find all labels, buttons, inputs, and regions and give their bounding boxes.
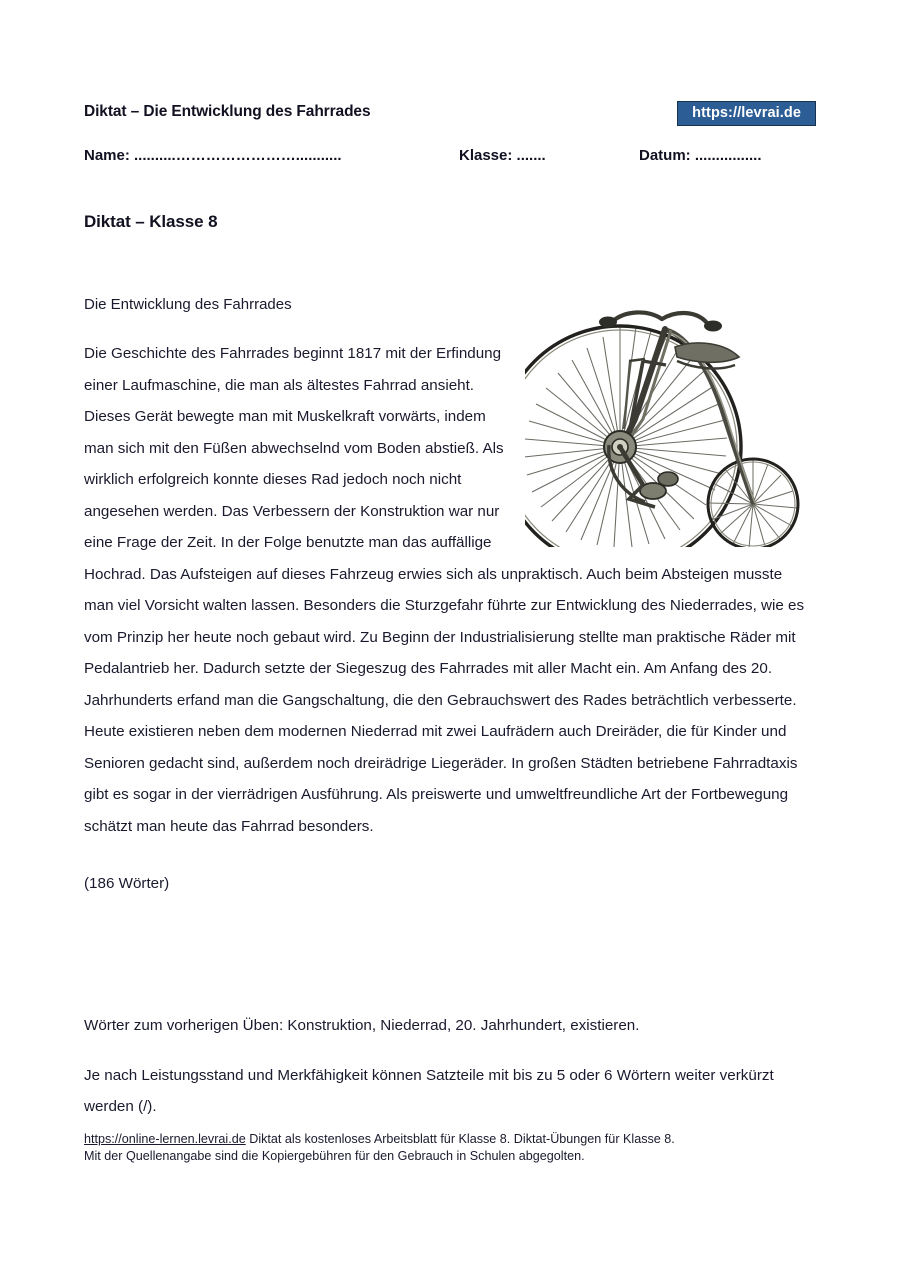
dictation-text: Die Geschichte des Fahrrades beginnt 1817 mit der Erfindung einer Laufmaschine, die man als ältestes Fahrrad ansieht. Dieses Gerät bewegte man mit Muskelkraft vorwärts, indem man sich mit den Füßen abwechselnd vom Boden abstieß. Als wirklich erfolgreich konnte dieses Rad jedoch noch nicht angesehen werden. Das Verbessern der Konstruktion war nur eine Frage der Zeit. In der Folge benutzte man das auffällige Hochrad. Das Aufsteigen auf dieses Fahrzeug erwies sich als unpraktisch. Auch beim Absteigen musste man viel Vorsicht walten lassen. Besonders die Sturzgefahr führte zur Entwicklung des Niederrades, wie es vom Prinzip her heute noch gebaut wird. Zu Beginn der Industrialisierung stellte man praktische Räder mit Pedalantrieb her. Dadurch setzte der Siegeszug des Fahrrades mit aller Macht ein. Am Anfang des 20. Jahrhunderts erfand man die Gangschaltung, die den Gebrauchswert des Rades beträchtlich verbesserte. Heute existieren neben dem modernen Niederrad mit zwei Laufrädern auch Dreiräder, die für Kinder und Senioren gedacht sind, außerdem noch dreirädrige Liegeräder. In großen Städten betriebene Fahrradtaxis gibt es sogar in der vierrädrigen Ausführung. Als preiswerte und umweltfreundliche Art der Fortbewegung schätzt man heute das Fahrrad besonders.: [84, 345, 805, 835]
page-header: [84, 103, 816, 164]
dictation-subtitle: Die Entwicklung des Fahrrades: [84, 296, 292, 313]
student-fields-row: [84, 147, 816, 164]
source-link[interactable]: https://online-lernen.levrai.de: [84, 1132, 246, 1146]
instruction-line: Je nach Leistungsstand und Merkfähigkeit können Satzteile mit bis zu 5 oder 6 Wörtern weiter verkürzt werden (/).: [84, 1066, 774, 1115]
class-field[interactable]: Klasse: .......: [459, 147, 546, 164]
penny-farthing-icon: [525, 299, 810, 547]
practice-notes: [84, 1010, 810, 1123]
page-footer: [84, 1131, 816, 1165]
main-content: [84, 297, 810, 900]
footer-text-line1: Diktat als kostenloses Arbeitsblatt für Klasse 8. Diktat-Übungen für Klasse 8.: [245, 1132, 675, 1146]
footer-text-line2: Mit der Quellenangabe sind die Kopiergebühren für den Gebrauch in Schulen abgegolten.: [84, 1149, 585, 1163]
word-count: (186 Wörter): [84, 875, 170, 892]
page-title: Diktat – Klasse 8: [84, 212, 218, 231]
practice-words-line: Wörter zum vorherigen Üben: Konstruktion, Niederrad, 20. Jahrhundert, existieren.: [84, 1017, 640, 1034]
header-top-row: [84, 103, 816, 126]
date-field[interactable]: Datum: ................: [639, 147, 762, 164]
name-field[interactable]: Name: ..........……………………...........: [84, 147, 342, 164]
site-url-badge[interactable]: https://levrai.de: [677, 101, 816, 126]
document-title: Diktat – Die Entwicklung des Fahrrades: [84, 103, 371, 120]
